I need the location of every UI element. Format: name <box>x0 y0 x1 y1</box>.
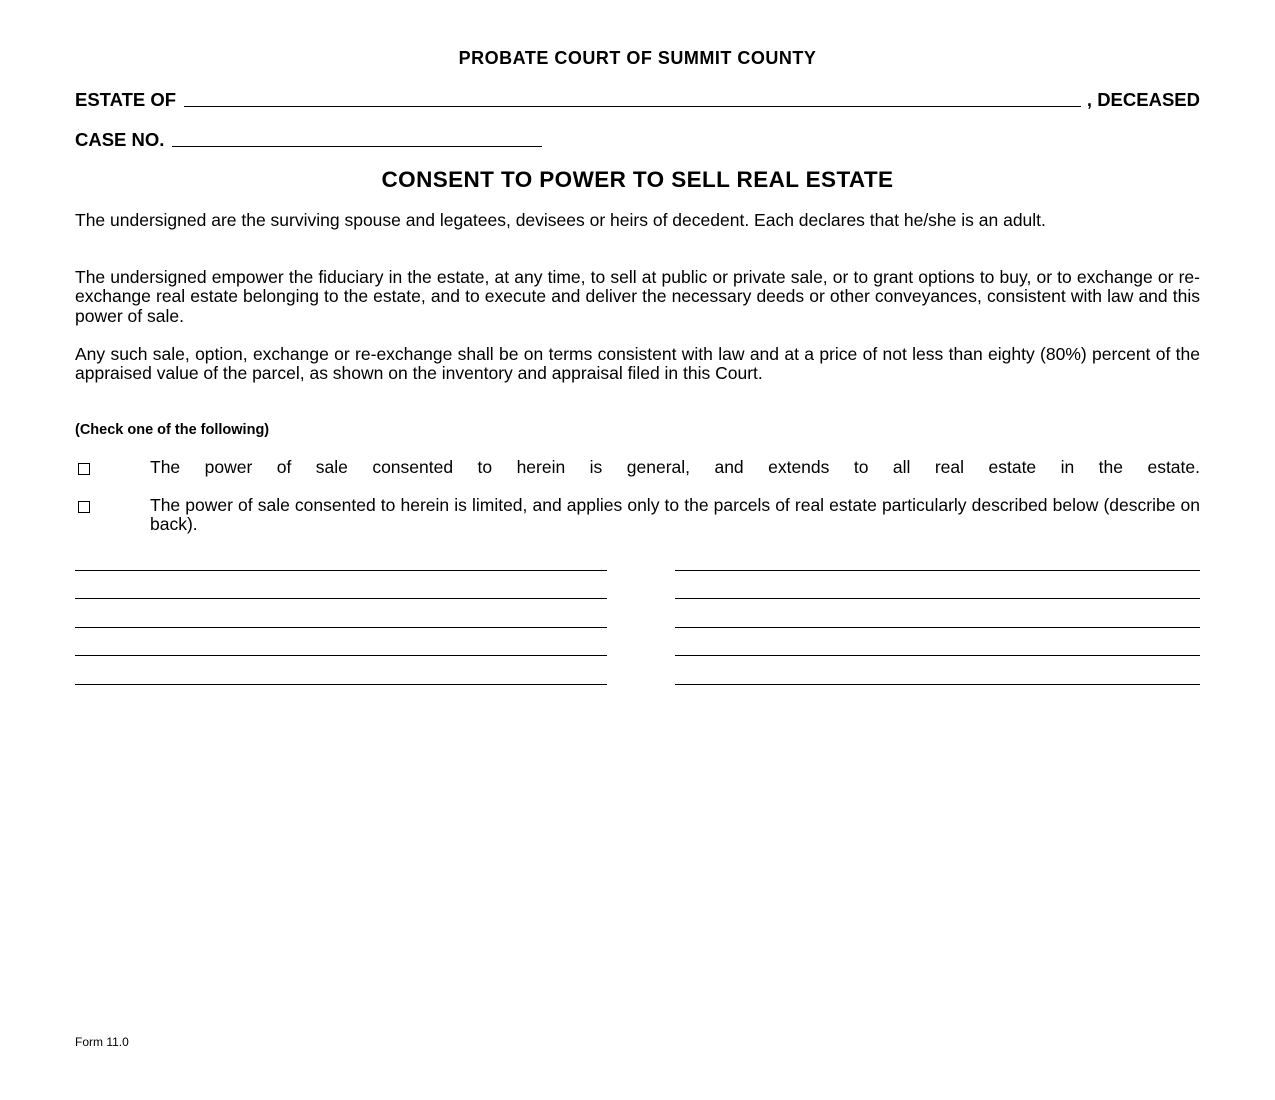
paragraph-sale-terms: Any such sale, option, exchange or re-exchange shall be on terms consistent with law and at a price of not less than eighty (80%) percent of the appraised value of the parcel, as shown on the inventory and appraisal filed in this Court. <box>75 344 1200 384</box>
paragraph-empowerment: The undersigned empower the fiduciary in the estate, at any time, to sell at public or private sale, or to grant options to buy, or to exchange or re-exchange real estate belonging to the estate, and to execute and deliver the necessary deeds or other conveyances, consistent with law and this power of sale. <box>75 267 1200 326</box>
signature-line[interactable] <box>75 627 607 628</box>
general-power-checkbox[interactable] <box>78 463 90 475</box>
signature-lines-left <box>75 570 607 712</box>
signature-line[interactable] <box>75 598 607 599</box>
option-general-text: The power of sale consented to herein is general, and extends to all real estate in the estate. <box>150 457 1200 477</box>
signature-line[interactable] <box>675 598 1200 599</box>
court-name-header: PROBATE COURT OF SUMMIT COUNTY <box>458 48 817 68</box>
signature-line[interactable] <box>75 655 607 656</box>
case-no-label: CASE NO. <box>75 129 165 150</box>
signature-line[interactable] <box>675 627 1200 628</box>
case-number-field[interactable] <box>172 128 542 147</box>
case-number-row <box>75 128 542 151</box>
signature-line[interactable] <box>75 684 607 685</box>
form-number: Form 11.0 <box>75 1035 129 1049</box>
option-general <box>75 458 1200 477</box>
limited-power-checkbox[interactable] <box>78 501 90 513</box>
signature-lines-right <box>675 570 1200 712</box>
signature-line[interactable] <box>675 570 1200 571</box>
estate-name-field[interactable] <box>184 88 1081 107</box>
deceased-label: , DECEASED <box>1086 89 1200 110</box>
check-instruction: (Check one of the following) <box>75 422 270 438</box>
paragraph-declaration: The undersigned are the surviving spouse and legatees, devisees or heirs of decedent. Each declares that he/she is an adult. <box>75 210 1046 230</box>
signature-line[interactable] <box>75 570 607 571</box>
option-limited-text: The power of sale consented to herein is limited, and applies only to the parcels of real estate particularly described below (describe on back). <box>150 495 1200 535</box>
option-limited <box>75 496 1200 535</box>
signature-line[interactable] <box>675 684 1200 685</box>
estate-of-label: ESTATE OF <box>75 89 177 110</box>
estate-of-row <box>75 88 1200 111</box>
signature-line[interactable] <box>675 655 1200 656</box>
form-title: CONSENT TO POWER TO SELL REAL ESTATE <box>381 167 894 192</box>
